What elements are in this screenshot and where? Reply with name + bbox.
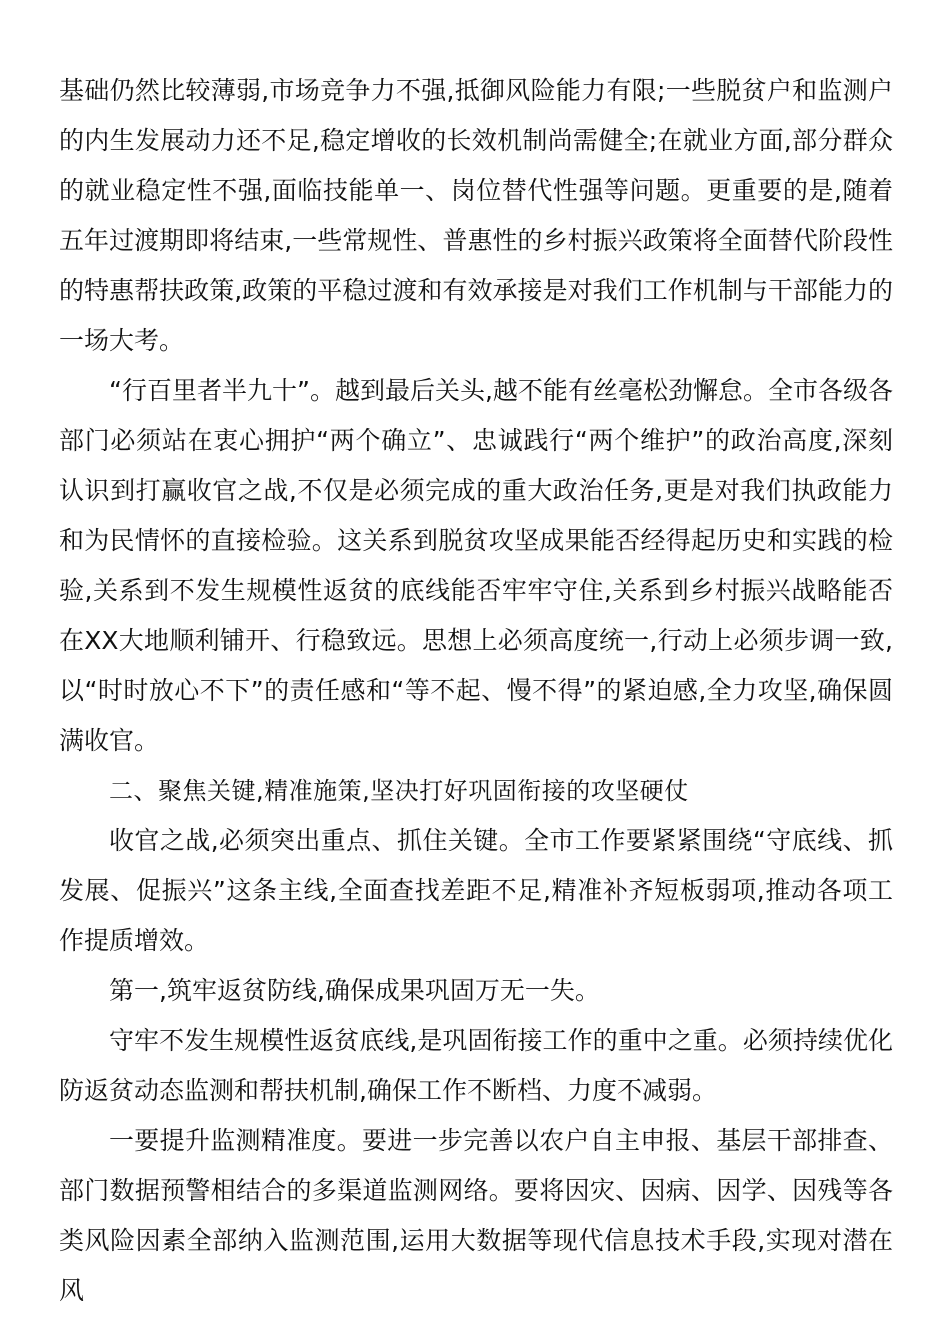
paragraph-3: 收官之战,必须突出重点、抓住关键。全市工作要紧紧围绕“守底线、抓发展、促振兴”这条主线,全面查找差距不足,精准补齐短板弱项,推动各项工作提质增效。 bbox=[59, 826, 893, 955]
paragraph-2: “行百里者半九十”。越到最后关头,越不能有丝毫松劲懈怠。全市各级各部门必须站在衷心拥护“两个确立”、忠诚践行“两个维护”的政治高度,深刻认识到打赢收官之战,不仅是必须完成的重大政治任务,更是对我们执政能力和为民情怀的直接检验。这关系到脱贫攻坚成果能否经得起历史和实践的检验,关系到不发生规模性返贫的底线能否牢牢守住,关系到乡村振兴战略能否在XX大地顺利铺开、行稳致远。思想上必须高度统一,行动上必须步调一致,以“时时放心不下”的责任感和“等不起、慢不得”的紧迫感,全力攻坚,确保圆满收官。 bbox=[59, 376, 893, 755]
paragraph-5: 守牢不发生规模性返贫底线,是巩固衔接工作的重中之重。必须持续优化防返贫动态监测和帮扶机制,确保工作不断档、力度不减弱。 bbox=[59, 1026, 893, 1105]
paragraph-1: 基础仍然比较薄弱,市场竞争力不强,抵御风险能力有限;一些脱贫户和监测户的内生发展动力还不足,稳定增收的长效机制尚需健全;在就业方面,部分群众的就业稳定性不强,面临技能单一、岗位替代性强等问题。更重要的是,随着五年过渡期即将结束,一些常规性、普惠性的乡村振兴政策将全面替代阶段性的特惠帮扶政策,政策的平稳过渡和有效承接是对我们工作机制与干部能力的一场大考。 bbox=[59, 76, 893, 355]
document-body bbox=[59, 66, 893, 1316]
paragraph-4: 第一,筑牢返贫防线,确保成果巩固万无一失。 bbox=[109, 976, 600, 1005]
paragraph-6: 一要提升监测精准度。要进一步完善以农户自主申报、基层干部排查、部门数据预警相结合的多渠道监测网络。要将因灾、因病、因学、因残等各类风险因素全部纳入监测范围,运用大数据等现代信息技术手段,实现对潜在风 bbox=[59, 1126, 893, 1305]
section-heading: 二、聚焦关键,精准施策,坚决打好巩固衔接的攻坚硬仗 bbox=[109, 777, 689, 805]
